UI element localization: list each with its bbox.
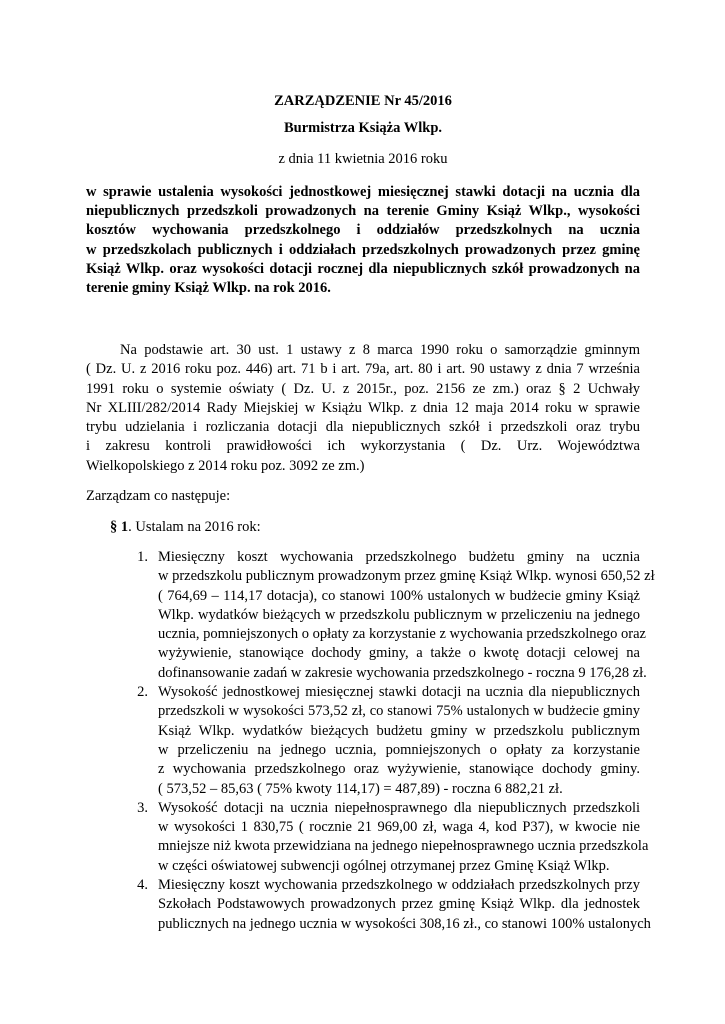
basis-line: Wielkopolskiego z 2014 roku poz. 3092 ze zm.) [86, 457, 365, 474]
list-item-line: dofinansowanie zadań w zakresie wychowania przedszkolnego - roczna 9 176,28 zł. [158, 664, 647, 681]
section-sign: § 1 [110, 519, 129, 535]
list-item-line: wyżywienie, stanowiące dochody gminy, a także o kwotę dotacji celowej na [158, 645, 640, 662]
section-heading [110, 518, 261, 536]
list-item-line: publicznych na jednego ucznia w wysokości 308,16 zł., co stanowi 100% ustalonych [158, 915, 651, 932]
list-item-line: Miesięczny koszt wychowania przedszkolnego w oddziałach przedszkolnych przy [158, 877, 640, 894]
list-item-line: mniejsze niż kwota przewidziana na jednego niepełnosprawnego ucznia przedszkola [158, 838, 649, 855]
basis-line: trybu udzielania i rozliczania dotacji dla niepublicznych szkół i przedszkoli oraz trybu [86, 419, 640, 436]
basis-line: Na podstawie art. 30 ust. 1 ustawy z 8 marca 1990 roku o samorządzie gminnym [120, 342, 640, 358]
list-item-line: z wychowania przedszkolnego oraz wyżywienie, stanowiące dochody gminy. [158, 761, 640, 778]
list-item-line: Książ Wlkp. wydatków bieżących budżetu gminy w przedszkolu publicznym [158, 722, 640, 739]
list-item [108, 876, 651, 934]
list-item-line: Wysokość jednostkowej miesięcznej stawki dotacji na ucznia dla niepublicznych [158, 684, 640, 701]
list-item-line: w wysokości 1 830,75 ( rocznie 21 969,00 zł, waga 4, kod P37), w kwocie nie [158, 819, 640, 836]
list-item-line: Szkołach Podstawowych prowadzonych przez gminę Książ Wlkp. dla jednostek [158, 896, 640, 913]
basis-line: ( Dz. U. z 2016 roku poz. 446) art. 71 b i art. 79a, art. 80 i art. 90 ustawy z dnia 7 września [86, 361, 640, 378]
list-item-number: 2. [137, 684, 148, 701]
subject-line: terenie gminy Książ Wlkp. na rok 2016. [86, 280, 331, 297]
subject-line: Książ Wlkp. oraz wysokości dotacji rocznej dla niepublicznych szkół prowadzonych na [86, 260, 640, 277]
decree-intro: Zarządzam co następuje: [86, 488, 231, 504]
list-item-line: ( 764,69 – 114,17 dotacja), co stanowi 100% ustalonych w budżecie gminy Książ [158, 587, 640, 604]
list-item-line: w części oświatowej subwencji ogólnej otrzymanej przez Gminę Książ Wlkp. [158, 857, 610, 874]
list-item-line: w przeliczeniu na jednego ucznia, pomniejszonych o opłaty za korzystanie [158, 741, 640, 758]
document-date: z dnia 11 kwietnia 2016 roku [278, 151, 448, 167]
list-item [108, 799, 649, 876]
list-item-number: 3. [137, 799, 148, 816]
subject-line: w sprawie ustalenia wysokości jednostkowej miesięcznej stawki dotacji na ucznia dla [86, 184, 640, 200]
basis-line: Nr XLIII/282/2014 Rady Miejskiej w Książu Wlkp. z dnia 12 maja 2014 roku w sprawie [86, 399, 640, 416]
document-subject [86, 183, 640, 298]
subject-line: niepublicznych przedszkoli prowadzonych na terenie Gminy Książ Wlkp., wysokości [86, 203, 640, 220]
subject-line: kosztów wychowania przedszkolnego i oddziałów przedszkolnych na ucznia [86, 222, 640, 239]
list-item-line: Miesięczny koszt wychowania przedszkolnego budżetu gminy na ucznia [158, 549, 640, 565]
legal-basis-paragraph [86, 341, 640, 476]
list-item-line: Wlkp. wydatków bieżących w przedszkolu publicznym w przeliczeniu na jednego [158, 606, 640, 623]
basis-line: 1991 roku o systemie oświaty ( Dz. U. z 2015r., poz. 2156 ze zm.) oraz § 2 Uchwały [86, 380, 640, 397]
list-item-line: Wysokość dotacji na ucznia niepełnosprawnego dla niepublicznych przedszkoli [158, 799, 640, 816]
section-text: . Ustalam na 2016 rok: [128, 519, 261, 535]
numbered-list [108, 548, 655, 934]
basis-line: i zakresu kontroli prawidłowości ich wykorzystania ( Dz. Urz. Województwa [86, 438, 640, 455]
list-item-line: w przedszkolu publicznym prowadzonym przez gminę Książ Wlkp. wynosi 650,52 zł [158, 568, 655, 585]
document-title: ZARZĄDZENIE Nr 45/2016 [274, 93, 452, 109]
document-issuer: Burmistrza Książa Wlkp. [283, 120, 443, 136]
list-item-line: ucznia, pomniejszonych o opłaty za korzystanie z wychowania przedszkolnego oraz [158, 626, 646, 643]
list-item [108, 683, 640, 799]
list-item-line: przedszkoli w wysokości 573,52 zł, co stanowi 75% ustalonych w budżecie gminy [158, 703, 640, 720]
list-item-line: ( 573,52 – 85,63 ( 75% kwoty 114,17) = 487,89) - roczna 6 882,21 zł. [158, 780, 563, 797]
list-item-number: 1. [137, 549, 148, 565]
subject-line: w przedszkolach publicznych i oddziałach przedszkolnych prowadzonych przez gminę [86, 241, 640, 258]
list-item [108, 548, 655, 683]
list-item-number: 4. [137, 877, 148, 894]
